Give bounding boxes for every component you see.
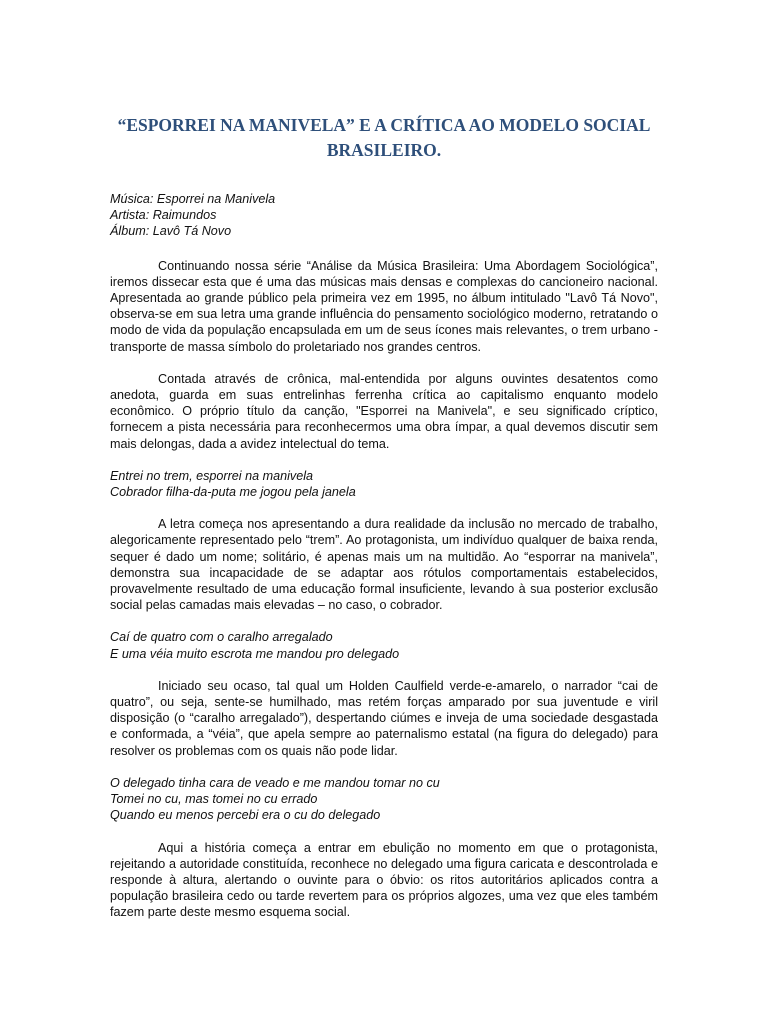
meta-album: Álbum: Lavô Tá Novo — [110, 224, 232, 239]
lyrics-verse — [110, 775, 658, 824]
lyric-line: O delegado tinha cara de veado e me mandou tomar no cu — [110, 775, 440, 790]
document-title — [110, 113, 658, 163]
paragraph: Continuando nossa série “Análise da Música Brasileira: Uma Abordagem Sociológica”, iremos dissecar esta que é uma das músicas mais densas e complexas do cancioneiro nacional. Apresentada ao grande público pela primeira vez em 1995, no álbum intitulado "Lavô Tá Novo", observa-se em sua letra uma grande influência do pensamento sociológico moderno, retratando o modo de vida da população encapsulada em um de seus ícones mais relevantes, o trem urbano - transporte de massa símbolo do proletariado nos grandes centros. — [110, 258, 658, 354]
lyric-line: Quando eu menos percebi era o cu do delegado — [110, 808, 381, 823]
lyric-line: Cobrador filha-da-puta me jogou pela janela — [110, 485, 356, 500]
paragraph: Aqui a história começa a entrar em ebulição no momento em que o protagonista, rejeitando a autoridade constituída, reconhece no delegado uma figura caricata e descontrolada e responde à altura, alertando o ouvinte para o óbvio: os ritos autoritários aplicados contra a população brasileira cedo ou tarde revertem para os próprios algozes, uma vez que eles também fazem parte deste mesmo esquema social. — [110, 840, 658, 920]
meta-song: Música: Esporrei na Manivela — [110, 192, 276, 206]
paragraph: Contada através de crônica, mal-entendida por alguns ouvintes desatentos como anedota, guarda em suas entrelinhas ferrenha crítica ao capitalismo enquanto modelo econômico. O próprio título da canção, "Esporrei na Manivela", e seu significado críptico, fornecem a pista necessária para reconhecermos uma obra ímpar, a qual devemos discutir sem mais delongas, dada a avidez intelectual do tema. — [110, 371, 658, 451]
title-line: BRASILEIRO. — [326, 140, 442, 160]
meta-artist: Artista: Raimundos — [110, 208, 217, 223]
paragraph: Iniciado seu ocaso, tal qual um Holden Caulfield verde-e-amarelo, o narrador “cai de quatro”, ou seja, sente-se humilhado, mas retém forças amparado por sua juventude e viril disposição (o “caralho arregalado”), despertando ciúmes e inveja de uma sociedade desgastada e conformada, a “véia”, que apela sempre ao paternalismo estatal (na figura do delegado) para resolver os problemas com os quais não pode lidar. — [110, 678, 658, 758]
lyric-line: Caí de quatro com o caralho arregalado — [110, 630, 333, 645]
paragraph: A letra começa nos apresentando a dura realidade da inclusão no mercado de trabalho, alegoricamente representado pelo “trem”. Ao protagonista, um indivíduo qualquer de baixa renda, sequer é dado um nome; solitário, é apenas mais um na multidão. Ao “esporrar na manivela”, demonstra sua incapacidade de se adaptar aos rótulos comportamentais estabelecidos, provavelmente resultado de uma educação formal insuficiente, levando à sua posterior exclusão social pelas camadas mais elevadas – no caso, o cobrador. — [110, 517, 658, 613]
lyric-line: Tomei no cu, mas tomei no cu errado — [110, 792, 318, 807]
lyric-line: E uma véia muito escrota me mandou pro delegado — [110, 646, 400, 661]
title-line: “ESPORREI NA MANIVELA” E A CRÍTICA AO MODELO SOCIAL — [117, 115, 651, 135]
lyric-line: Entrei no trem, esporrei na manivela — [110, 468, 313, 483]
lyrics-verse — [110, 629, 658, 661]
song-metadata — [110, 191, 658, 240]
lyrics-verse — [110, 468, 658, 500]
